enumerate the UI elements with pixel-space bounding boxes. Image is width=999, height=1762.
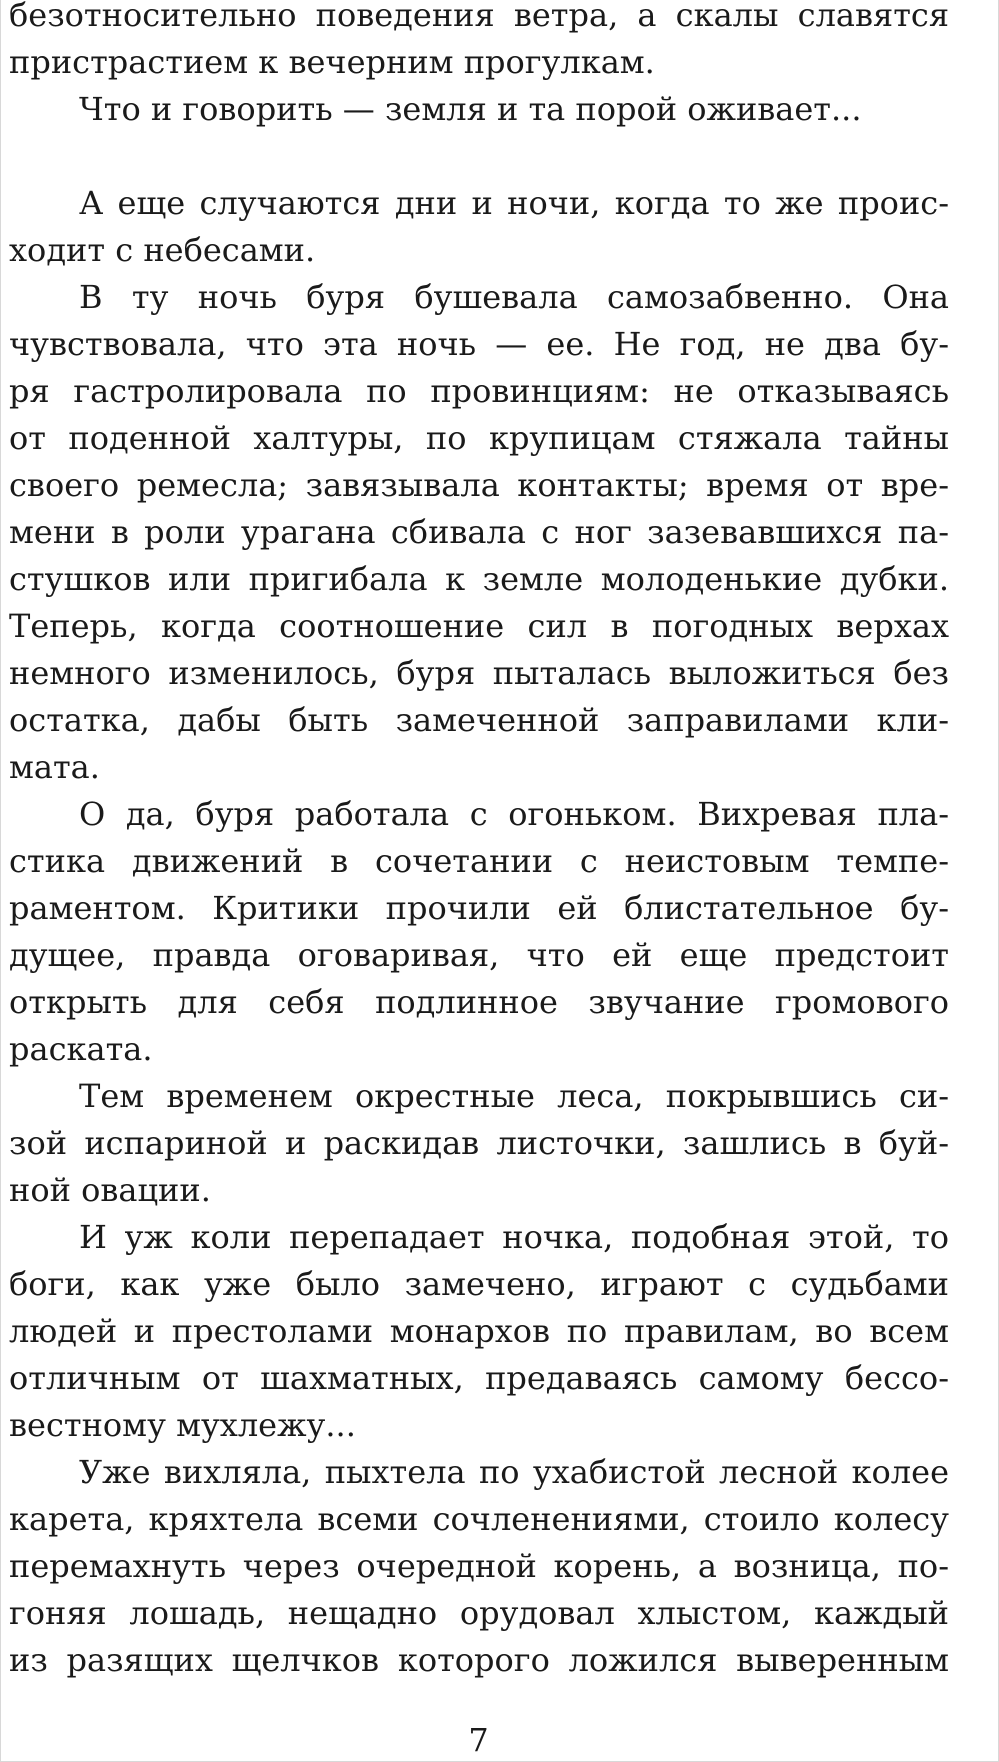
text-line: остатка, дабы быть замеченной заправилами кли- xyxy=(9,701,949,739)
text-line: мени в роли урагана сбивала с ног зазевавшихся па- xyxy=(9,513,949,551)
text-line: ной овации. xyxy=(9,1171,211,1209)
text-line: раментом. Критики прочили ей блистательное бу- xyxy=(9,889,949,927)
text-line: ря гастролировала по провинциям: не отказываясь xyxy=(9,372,949,410)
text-line: людей и престолами монархов по правилам, во всем xyxy=(9,1312,949,1350)
text-line: стушков или пригибала к земле молоденькие дубки. xyxy=(9,560,949,598)
text-line: Что и говорить — земля и та порой оживает... xyxy=(79,90,862,128)
text-line: боги, как уже было замечено, играют с судьбами xyxy=(9,1265,949,1303)
text-line: гоняя лошадь, нещадно орудовал хлыстом, каждый xyxy=(9,1594,949,1632)
text-line: Тем временем окрестные леса, покрывшись си- xyxy=(79,1077,949,1115)
text-line: карета, кряхтела всеми сочленениями, стоило колесу xyxy=(9,1500,949,1538)
text-line: Теперь, когда соотношение сил в погодных верхах xyxy=(9,607,949,645)
text-line: зой испариной и раскидав листочки, зашлись в буй- xyxy=(9,1124,949,1162)
text-line: перемахнуть через очередной корень, а возница, по- xyxy=(9,1547,949,1585)
page-number: 7 xyxy=(468,1721,489,1759)
text-line: В ту ночь буря бушевала самозабвенно. Она xyxy=(79,278,949,316)
text-line: Уже вихляла, пыхтела по ухабистой лесной колее xyxy=(79,1453,949,1491)
text-line: ходит с небесами. xyxy=(9,231,316,269)
text-line: дущее, правда оговаривая, что ей еще предстоит xyxy=(9,936,949,974)
text-line: чувствовала, что эта ночь — ее. Не год, не два бу- xyxy=(9,325,949,363)
text-line: из разящих щелчков которого ложился выверенным xyxy=(9,1641,949,1679)
text-line: раската. xyxy=(9,1030,153,1068)
text-line: И уж коли перепадает ночка, подобная этой, то xyxy=(79,1218,949,1256)
text-line: А еще случаются дни и ночи, когда то же проис- xyxy=(79,184,949,222)
text-line: безотносительно поведения ветра, а скалы славятся xyxy=(9,0,949,34)
text-line: О да, буря работала с огоньком. Вихревая пла- xyxy=(79,795,949,833)
page-body-text xyxy=(9,0,949,1684)
text-line: стика движений в сочетании с неистовым темпе- xyxy=(9,842,949,880)
paragraph-gap xyxy=(9,133,949,180)
text-line: от поденной халтуры, по крупицам стяжала тайны xyxy=(9,419,949,457)
text-line: своего ремесла; завязывала контакты; время от вре- xyxy=(9,466,949,504)
text-line: мата. xyxy=(9,748,100,786)
text-line: немного изменилось, буря пыталась выложиться без xyxy=(9,654,949,692)
text-line: пристрастием к вечерним прогулкам. xyxy=(9,43,655,81)
text-line: открыть для себя подлинное звучание громового xyxy=(9,983,949,1021)
text-line: отличным от шахматных, предаваясь самому бессо- xyxy=(9,1359,949,1397)
text-line: вестному мухлежу... xyxy=(9,1406,356,1444)
